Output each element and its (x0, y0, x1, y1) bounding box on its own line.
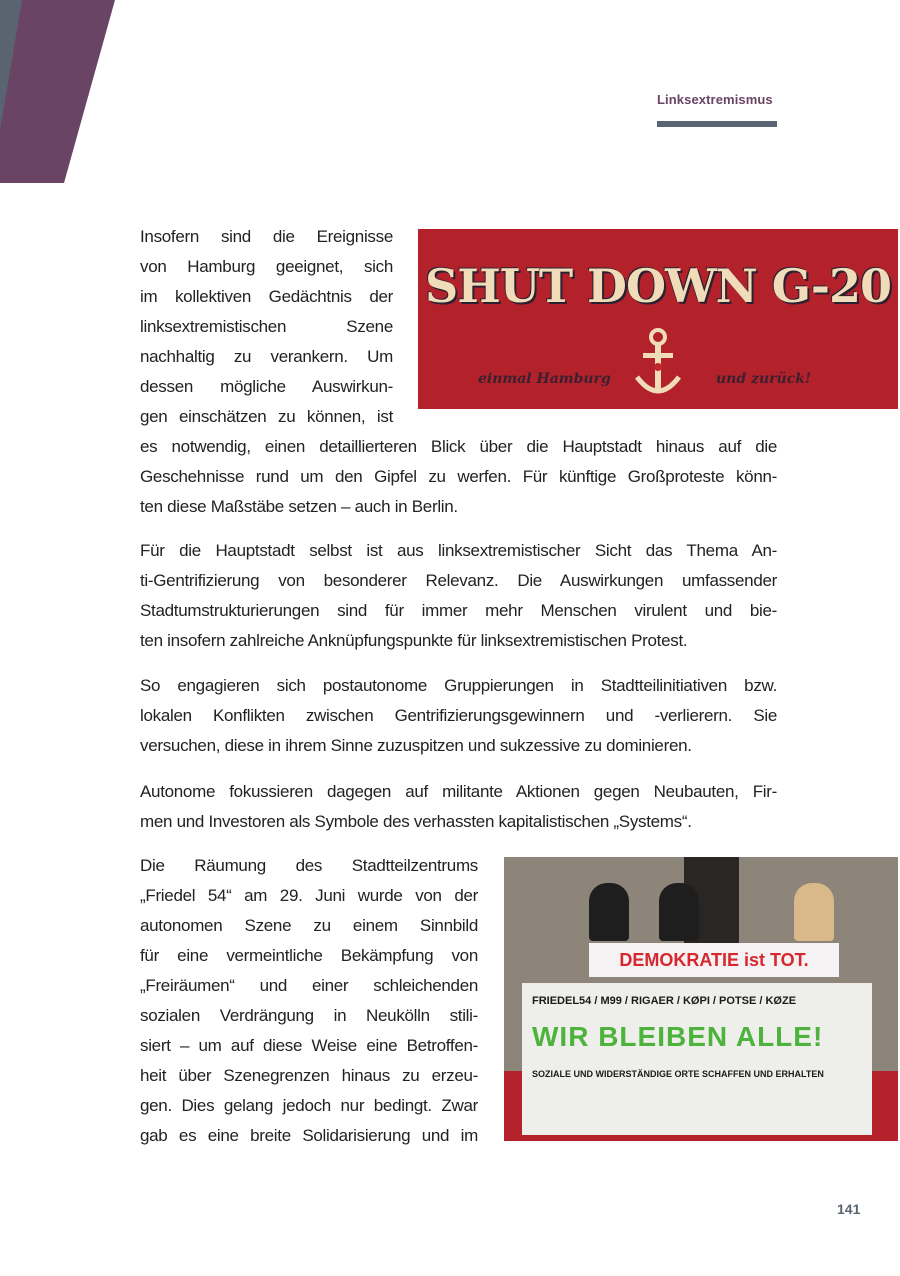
text-line: für eine vermeintliche Bekämpfung von (140, 946, 478, 965)
corner-decoration-grey (0, 0, 22, 130)
text-line: „Friedel 54“ am 29. Juni wurde von der (140, 886, 478, 905)
photo-banner-main (522, 983, 872, 1135)
paragraph-4 (140, 777, 777, 837)
text-line: dessen mögliche Auswirkun- (140, 377, 393, 396)
paragraph-2 (140, 536, 777, 656)
paragraph-1 (140, 222, 777, 522)
text-line: „Freiräumen“ und einer schleichenden (140, 976, 478, 995)
text-line: sozialen Verdrängung in Neukölln stili- (140, 1006, 478, 1025)
banner-text: WIR BLEIBEN ALLE! (532, 1021, 824, 1052)
text-line: Für die Hauptstadt selbst ist aus linksextremistischer Sicht das Thema An- (140, 541, 777, 560)
text-line: siert – um auf diese Weise eine Betroffen- (140, 1036, 478, 1055)
text-line: men und Investoren als Symbole des verhassten kapitalistischen „Systems“. (140, 812, 692, 831)
friedel54-photo (504, 857, 898, 1141)
text-line: So engagieren sich postautonome Gruppierungen in Stadtteilinitiativen bzw. (140, 676, 777, 695)
text-line: Stadtumstrukturierungen sind für immer mehr Menschen virulent und bie- (140, 601, 777, 620)
photo-banner-top: DEMOKRATIE ist TOT. (589, 943, 839, 977)
text-line: Insofern sind die Ereignisse (140, 227, 393, 246)
paragraph-5 (140, 851, 478, 1151)
text-line: gen. Dies gelang jedoch nur bedingt. Zwar (140, 1096, 478, 1115)
text-line: Die Räumung des Stadtteilzentrums (140, 856, 478, 875)
g20-logo-title: SHUT DOWN G-20 (425, 259, 891, 313)
text-line: lokalen Konflikten zwischen Gentrifizierungsgewinnern und -verlierern. Sie (140, 706, 777, 725)
page-number: 141 (837, 1201, 861, 1217)
text-line: ti-Gentrifizierung von besonderer Relevanz. Die Auswirkungen umfassender (140, 571, 777, 590)
photo-person (659, 883, 699, 941)
text-line: im kollektiven Gedächtnis der (140, 287, 393, 306)
text-line: ten diese Maßstäbe setzen – auch in Berlin. (140, 497, 458, 516)
g20-logo-sub-left: einmal Hamburg (478, 371, 611, 387)
banner-text: FRIEDEL54 / M99 / RIGAER / KØPI / POTSE / KØZE (532, 995, 797, 1007)
g20-logo-sub-right: und zurück! (716, 371, 812, 387)
text-line: von Hamburg geeignet, sich (140, 257, 393, 276)
text-line: versuchen, diese in ihrem Sinne zuzuspitzen und sukzessive zu dominieren. (140, 736, 692, 755)
running-head-bar (657, 121, 777, 127)
banner-text: SOZIALE UND WIDERSTÄNDIGE ORTE SCHAFFEN UND ERHALTEN (532, 1069, 824, 1079)
text-line: gab es eine breite Solidarisierung und im (140, 1126, 478, 1145)
text-line: nachhaltig zu verankern. Um (140, 347, 393, 366)
text-line: linksextremistischen Szene (140, 317, 393, 336)
photo-person (794, 883, 834, 941)
text-line: es notwendig, einen detaillierteren Blick über die Hauptstadt hinaus auf die (140, 437, 777, 456)
text-line: gen einschätzen zu können, ist (140, 407, 393, 426)
text-line: ten insofern zahlreiche Anknüpfungspunkte für linksextremistischen Protest. (140, 631, 688, 650)
photo-person (589, 883, 629, 941)
text-line: heit über Szenegrenzen hinaus zu erzeu- (140, 1066, 478, 1085)
text-line: Geschehnisse rund um den Gipfel zu werfen. Für künftige Großproteste könn- (140, 467, 777, 486)
paragraph-3 (140, 671, 777, 761)
text-line: Autonome fokussieren dagegen auf militante Aktionen gegen Neubauten, Fir- (140, 782, 777, 801)
running-head: Linksextremismus (657, 92, 773, 107)
text-line: autonomen Szene zu einem Sinnbild (140, 916, 478, 935)
